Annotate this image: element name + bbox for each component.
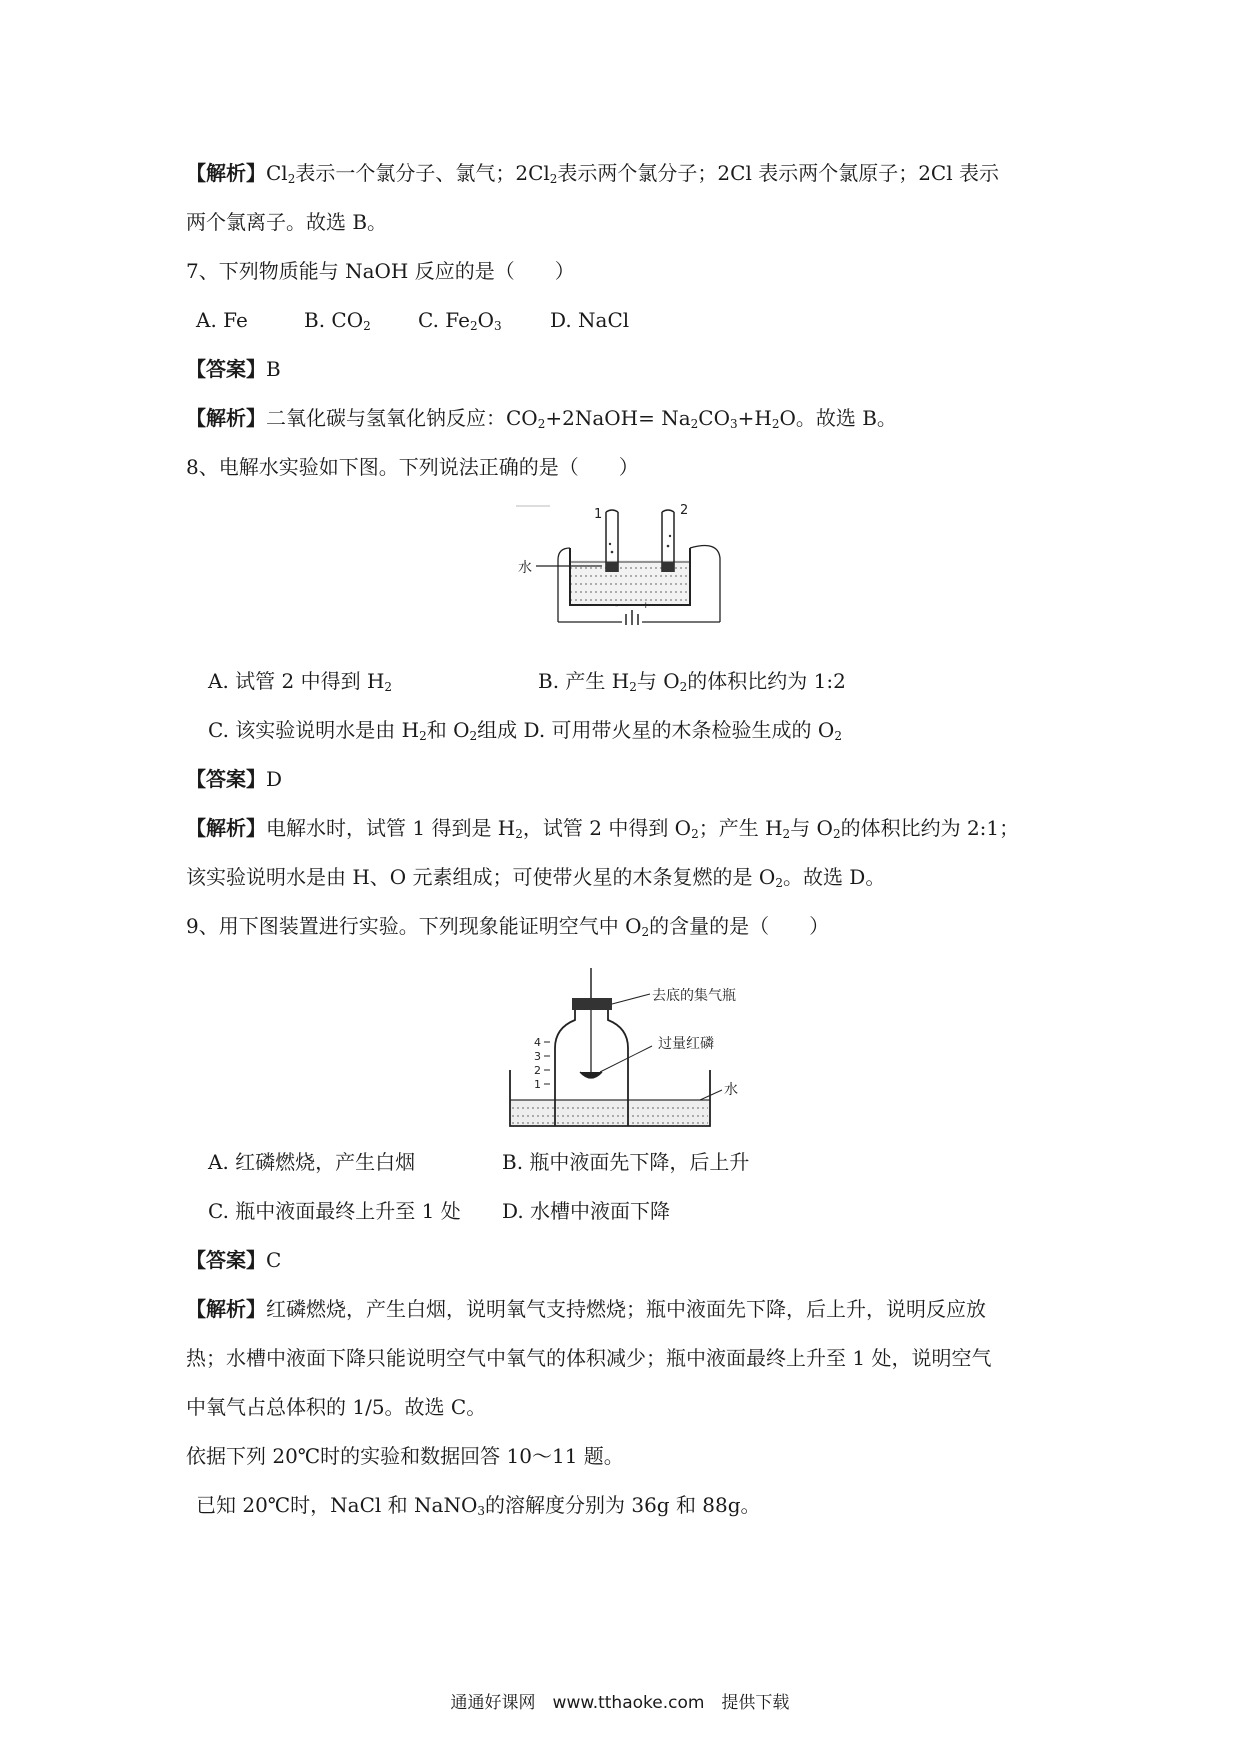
q8-option-d: D. 可用带火星的木条检验生成的 $O_2$ <box>523 718 842 743</box>
q8-options-row-2 <box>208 716 842 744</box>
q7-option-b: B. $CO_2$ <box>304 308 371 333</box>
q9-option-b: B. 瓶中液面先下降，后上升 <box>502 1150 750 1174</box>
q9-option-c: C. 瓶中液面最终上升至 1 处 <box>208 1199 461 1223</box>
mark-3: 3 <box>534 1050 541 1063</box>
tube-2-label: 2 <box>680 503 689 518</box>
svg-text:-: - <box>615 601 619 611</box>
q8-stem: 8、电解水实验如下图。下列说法正确的是（ ） <box>186 455 639 479</box>
mark-4: 4 <box>534 1036 541 1049</box>
q8-option-a: A. 试管 2 中得到 $H_2$ <box>208 669 393 694</box>
q7-answer: 【答案】B <box>186 357 281 381</box>
q9-options-row-2 <box>208 1197 670 1225</box>
q7-options <box>196 306 629 334</box>
q9-options-row-1 <box>208 1148 749 1176</box>
q6-analysis-line-2: 两个氯离子。故选 B。 <box>186 210 388 234</box>
water-label: 水 <box>518 560 532 576</box>
q9-analysis-line-2: 热；水槽中液面下降只能说明空气中氧气的体积减少；瓶中液面最终上升至 1 处，说明空气 <box>186 1346 992 1370</box>
phosphorus-label: 过量红磷 <box>658 1036 714 1052</box>
footer: 通通好课网 www.tthaoke.com 提供下载 <box>450 1693 790 1713</box>
q8-option-b: B. 产生 $H_2$与 $O_2$的体积比约为 1:2 <box>538 669 846 694</box>
q7-analysis: 【解析】二氧化碳与氢氧化钠反应：$CO_2+2NaOH= Na_2CO_3+H_2O$。故选 B。 <box>186 406 897 431</box>
q8-answer: 【答案】D <box>186 767 283 791</box>
q9-answer: 【答案】C <box>186 1248 282 1272</box>
bottle-label: 去底的集气瓶 <box>652 988 736 1004</box>
q8-analysis-line-1: 【解析】电解水时，试管 1 得到是 $H_2$，试管 2 中得到 $O_2$；产生 $H_2$与 $O_2$的体积比约为 2:1； <box>186 816 1020 841</box>
tube-1-label: 1 <box>594 507 603 522</box>
q7-option-d: D. NaCl <box>550 308 630 332</box>
intro-line-1: 依据下列 20℃时的实验和数据回答 10～11 题。 <box>186 1444 624 1468</box>
q9-analysis-line-1: 【解析】红磷燃烧，产生白烟，说明氧气支持燃烧；瓶中液面先下降，后上升，说明反应放 <box>186 1297 986 1321</box>
mark-2: 2 <box>534 1064 541 1077</box>
q8-analysis-line-2: 该实验说明水是由 H、O 元素组成；可使带火星的木条复燃的是 $O_2$。故选 D。 <box>186 865 886 890</box>
electrolysis-figure <box>510 500 730 625</box>
q8-options-row-1 <box>208 667 846 695</box>
q8-option-c: C. 该实验说明水是由 $H_2$和 $O_2$组成 <box>208 718 518 743</box>
q7-stem: 7、下列物质能与 NaOH 反应的是（ ） <box>186 259 575 283</box>
intro-line-2: 已知 20℃时，NaCl 和 NaNO$_3$的溶解度分别为 36g 和 88g。 <box>196 1493 761 1518</box>
q9-stem: 9、用下图装置进行实验。下列现象能证明空气中 $O_2$的含量的是（ ） <box>186 914 830 939</box>
trough-water-label: 水 <box>724 1082 738 1098</box>
svg-text:+: + <box>642 601 650 611</box>
q9-option-a: A. 红磷燃烧，产生白烟 <box>208 1150 416 1174</box>
q7-option-c: C. $Fe_2O_3$ <box>418 308 502 333</box>
q7-option-a: A. Fe <box>196 308 248 332</box>
q9-analysis-line-3: 中氧气占总体积的 1/5。故选 C。 <box>186 1395 487 1419</box>
q9-option-d: D. 水槽中液面下降 <box>502 1199 671 1223</box>
q6-analysis-line-1: 【解析】$Cl_2$表示一个氯分子、氯气；$2Cl_2$表示两个氯分子；2Cl 表示两个氯原子；2Cl 表示 <box>186 161 999 186</box>
red-phosphorus-figure <box>500 968 750 1138</box>
mark-1: 1 <box>534 1078 541 1091</box>
